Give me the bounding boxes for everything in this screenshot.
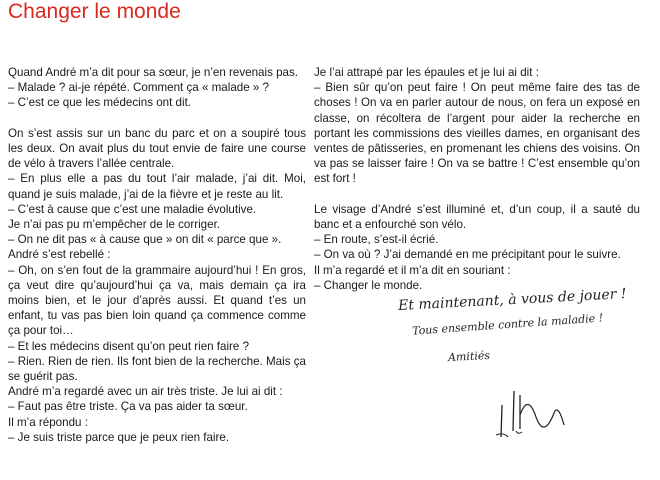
page-title: Changer le monde	[8, 0, 181, 23]
paragraph: Il m’a regardé et il m’a dit en souriant :	[314, 263, 511, 277]
paragraph: – C’est ce que les médecins ont dit.	[8, 96, 192, 110]
paragraph: Je l’ai attrapé par les épaules et je lui ai dit :	[314, 66, 539, 79]
paragraph: – Changer le monde.	[314, 278, 423, 292]
paragraph: – En plus elle a pas du tout l’air malade, j’ai dit. Moi, quand je suis malade, j’ai de la fièvre et je reste au lit.	[8, 172, 306, 201]
paragraph: – C’est à cause que c’est une maladie évolutive.	[8, 202, 257, 216]
paragraph: – Rien. Rien de rien. Ils font bien de la recherche. Mais ça se guérit pas.	[8, 354, 306, 384]
paragraph: – On ne dit pas « à cause que » on dit « parce que ».	[8, 233, 282, 247]
paragraph: André m’a regardé avec un air très triste. Je lui ai dit :	[8, 385, 283, 399]
paragraph: – Faut pas être triste. Ça va pas aider ta sœur.	[8, 400, 248, 414]
right-text-column	[314, 65, 640, 293]
handwritten-note-line-1: Et maintenant, à vous de jouer !	[397, 286, 627, 314]
signature-icon	[492, 385, 592, 445]
paragraph: Je n’ai pas pu m’empêcher de le corriger.	[8, 218, 221, 232]
handwritten-note-signoff: Amitiés	[447, 348, 491, 365]
handwritten-note-line-2: Tous ensemble contre la maladie !	[411, 311, 604, 338]
paragraph: – Malade ? ai-je répété. Comment ça « malade » ?	[8, 81, 270, 95]
paragraph: – Bien sûr qu’on peut faire ! On peut même faire des tas de choses ! On va en parler autour de nous, on fera un exposé en classe, on récoltera de l’argent pour aider la recherche en portant les commissions des vieilles dames, en organisant des ventes de pâtisseries, en promenant les chiens des voisins. On va pas se laisser faire ! On va se battre ! C’est ensemble qu’on est fort !	[314, 81, 640, 186]
paragraph: – Oh, on s’en fout de la grammaire aujourd’hui ! En gros, ça veut dire qu’aujourd’hui ça va, mais demain ça ira moins bien, et le jour d’après aussi. Et quand t’es un enfant, tu vas pas bien loin quand ça commence comme ça pour toi…	[8, 263, 306, 338]
paragraph: André s’est rebellé :	[8, 248, 111, 262]
paragraph: – En route, s’est-il écrié.	[314, 233, 439, 247]
paragraph: Quand André m’a dit pour sa sœur, je n’en revenais pas.	[8, 66, 299, 79]
paragraph: – On va où ? J’ai demandé en me précipitant pour le suivre.	[314, 248, 621, 262]
paragraph: Le visage d’André s’est illuminé et, d’un coup, il a sauté du banc et a enfourché son vélo.	[314, 202, 640, 232]
paragraph: On s’est assis sur un banc du parc et on a soupiré tous les deux. On avait plus du tout envie de faire une course de vélo à travers l’allée centrale.	[8, 126, 306, 171]
paragraph: Il m’a répondu :	[8, 415, 88, 429]
paragraph: – Je suis triste parce que je peux rien faire.	[8, 430, 230, 444]
paragraph: – Et les médecins disent qu’on peut rien faire ?	[8, 339, 250, 353]
left-text-column	[8, 65, 306, 445]
